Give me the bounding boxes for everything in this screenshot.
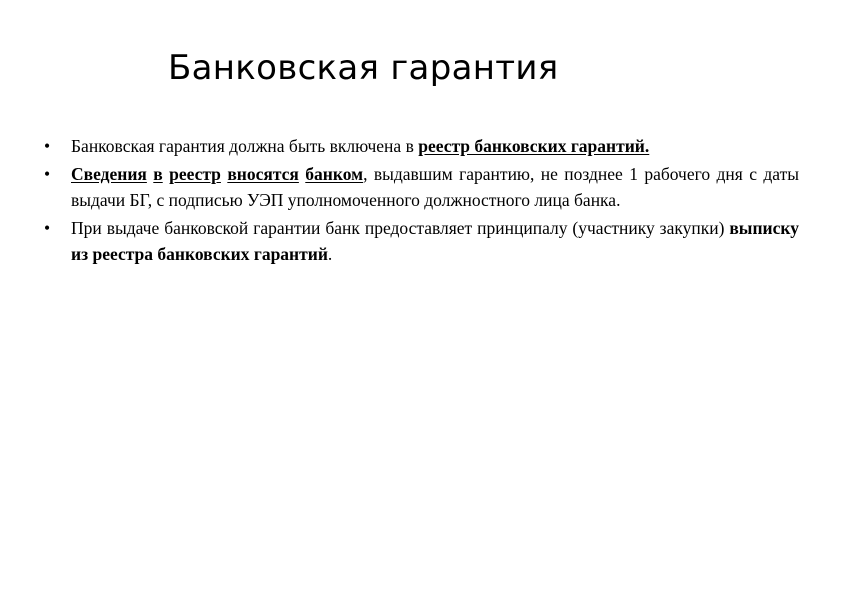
bullet-icon: • (44, 136, 51, 156)
bullet-icon: • (44, 163, 51, 184)
bullet-text: При выдаче банковской гарантии банк предоставляет принципалу (участнику закупки) (71, 217, 730, 238)
bullet-icon: • (44, 217, 51, 238)
registry-link[interactable]: реестр банковских гарантий. (418, 136, 650, 156)
underlined-word-vnosyatsya: вносятся (227, 163, 299, 184)
bold-phrase-extract: выписку из реестра банковских гарантий (71, 217, 799, 264)
slide-title: Банковская гарантия (168, 48, 559, 88)
bullet-text-end: . (327, 244, 333, 264)
underlined-word-bankom: банком (305, 163, 364, 184)
bullet-list (44, 133, 799, 268)
underlined-word-svedeniya: Сведения (71, 163, 147, 184)
bullet-text: , выдавшим гарантию, не позднее 1 рабочего дня с даты выдачи БГ, с подписью УЭП уполномоченного должностного лица банка. (71, 163, 799, 210)
underlined-word-v: в (153, 163, 163, 184)
underlined-word-reestr: реестр (169, 163, 221, 184)
bullet-item-registry-extract (44, 215, 799, 268)
bullet-item-registry-entry (44, 161, 799, 214)
bullet-item-registry-inclusion (44, 133, 799, 160)
bullet-text: Банковская гарантия должна быть включена в (71, 136, 419, 156)
